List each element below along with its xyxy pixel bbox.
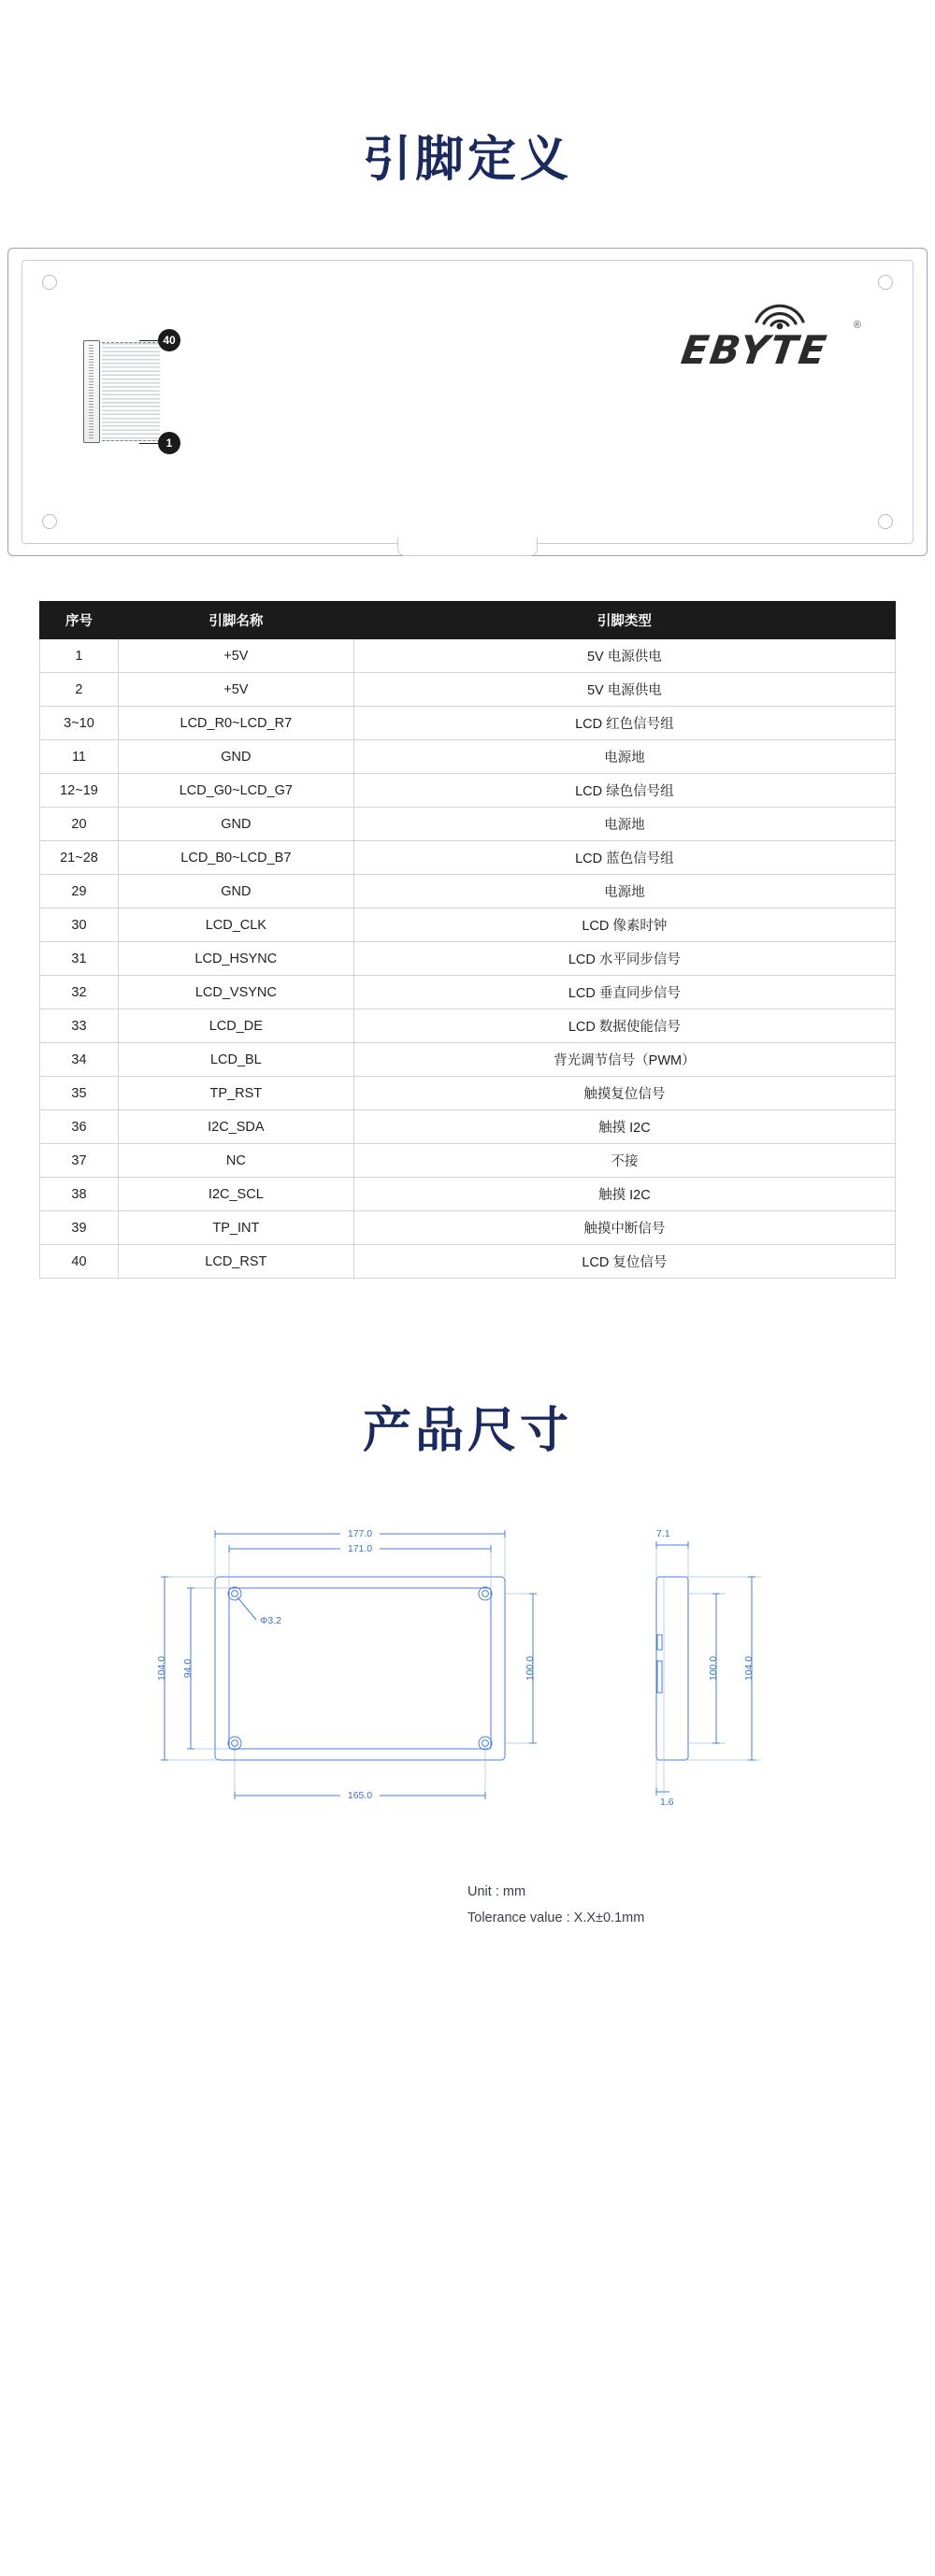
pin1-leader-line [139, 443, 160, 444]
pin-index-cell: 39 [40, 1211, 119, 1245]
table-row [40, 740, 896, 774]
pin-name-cell: LCD_BL [118, 1043, 353, 1077]
mounting-hole-top-left [42, 275, 57, 290]
pin-name-cell: LCD_B0~LCD_B7 [118, 841, 353, 875]
fpc-connector [83, 340, 100, 443]
pin-name-cell: LCD_CLK [118, 909, 353, 942]
pin-index-cell: 2 [40, 673, 119, 707]
ribbon-cable [102, 342, 160, 441]
pin-index-cell: 29 [40, 875, 119, 909]
dim-label-side-height-inner: 100.0 [708, 1655, 719, 1682]
table-row [40, 1178, 896, 1211]
pin-type-cell: LCD 像素时钟 [353, 909, 895, 942]
dim-label-height-inner: 94.0 [182, 1658, 194, 1679]
document-page [0, 120, 935, 1931]
pin-type-cell: 5V 电源供电 [353, 639, 895, 673]
table-header-row [40, 602, 896, 639]
table-body [40, 639, 896, 1279]
pin-name-cell: GND [118, 875, 353, 909]
pin-name-cell: +5V [118, 639, 353, 673]
pin-type-cell: 背光调节信号（PWM） [353, 1043, 895, 1077]
ebyte-logo [678, 292, 861, 373]
pin-type-cell: 触摸 I2C [353, 1110, 895, 1144]
pin-type-cell: LCD 垂直同步信号 [353, 976, 895, 1009]
pin-name-cell: LCD_R0~LCD_R7 [118, 707, 353, 740]
dimension-svg [140, 1504, 795, 1840]
pin-type-cell: LCD 水平同步信号 [353, 942, 895, 976]
pin-index-cell: 36 [40, 1110, 119, 1144]
mounting-hole-bottom-left [42, 514, 57, 529]
table-row [40, 707, 896, 740]
table-row [40, 841, 896, 875]
board-bottom-notch [397, 537, 538, 556]
pin-type-cell: 触摸中断信号 [353, 1211, 895, 1245]
pin-index-cell: 40 [40, 1245, 119, 1279]
board-illustration [7, 248, 928, 556]
pin-index-cell: 1 [40, 639, 119, 673]
pin-definition-table [39, 601, 896, 1279]
table-row [40, 639, 896, 673]
pin-index-cell: 20 [40, 808, 119, 841]
pin-type-cell: LCD 红色信号组 [353, 707, 895, 740]
table-row [40, 808, 896, 841]
ebyte-brand-text: EBYTE [678, 327, 831, 373]
dim-label-hole-diameter: Φ3.2 [260, 1615, 281, 1626]
pin-type-cell: LCD 复位信号 [353, 1245, 895, 1279]
unit-note: Unit : mm [468, 1884, 526, 1899]
dim-label-side-height-outer: 104.0 [743, 1655, 755, 1682]
dimension-drawing [0, 1504, 935, 1859]
pin-index-cell: 34 [40, 1043, 119, 1077]
pin-index-cell: 12~19 [40, 774, 119, 808]
registered-trademark-icon: ® [853, 320, 861, 331]
dim-label-side-thickness-top: 7.1 [656, 1528, 670, 1539]
board-outline [7, 248, 928, 556]
dim-label-side-thickness-bottom: 1.6 [660, 1796, 674, 1808]
dim-label-height-outer: 104.0 [156, 1655, 167, 1682]
mounting-hole-bottom-right [878, 514, 893, 529]
table-row [40, 942, 896, 976]
pin-name-cell: LCD_G0~LCD_G7 [118, 774, 353, 808]
dim-label-width-inner: 171.0 [347, 1543, 373, 1554]
pin-number-1-badge: 1 [158, 432, 180, 454]
pin-index-cell: 30 [40, 909, 119, 942]
pin-name-cell: GND [118, 808, 353, 841]
mounting-hole-top-right [878, 275, 893, 290]
pin-type-cell: LCD 数据使能信号 [353, 1009, 895, 1043]
pin-index-cell: 31 [40, 942, 119, 976]
pin-name-cell: I2C_SDA [118, 1110, 353, 1144]
pin-name-cell: +5V [118, 673, 353, 707]
table-row [40, 1211, 896, 1245]
pin-type-cell: 触摸 I2C [353, 1178, 895, 1211]
table-row [40, 1110, 896, 1144]
pin-index-cell: 11 [40, 740, 119, 774]
pin-name-cell: LCD_DE [118, 1009, 353, 1043]
pin-index-cell: 32 [40, 976, 119, 1009]
wifi-signal-icon [747, 292, 813, 331]
pin-number-40-badge: 40 [158, 329, 180, 351]
pin-name-cell: I2C_SCL [118, 1178, 353, 1211]
dimension-notes [271, 1880, 664, 1931]
tolerance-note: Tolerance value : X.X±0.1mm [468, 1910, 645, 1925]
table-row [40, 1245, 896, 1279]
dim-label-width-outer: 177.0 [347, 1528, 373, 1539]
column-header-name: 引脚名称 [118, 602, 353, 639]
pin-definition-title: 引脚定义 [362, 132, 572, 188]
table-row [40, 1144, 896, 1178]
column-header-type: 引脚类型 [353, 602, 895, 639]
pin-index-cell: 3~10 [40, 707, 119, 740]
table-row [40, 1009, 896, 1043]
pin-type-cell: LCD 绿色信号组 [353, 774, 895, 808]
pin-type-cell: LCD 蓝色信号组 [353, 841, 895, 875]
pin-name-cell: LCD_VSYNC [118, 976, 353, 1009]
pin-index-cell: 35 [40, 1077, 119, 1110]
table-row [40, 909, 896, 942]
pin-name-cell: GND [118, 740, 353, 774]
pin-name-cell: TP_INT [118, 1211, 353, 1245]
pin-index-cell: 21~28 [40, 841, 119, 875]
product-dimension-title: 产品尺寸 [362, 1403, 572, 1459]
table-row [40, 976, 896, 1009]
column-header-index: 序号 [40, 602, 119, 639]
table-row [40, 774, 896, 808]
table-row [40, 673, 896, 707]
dim-label-width-bottom: 165.0 [347, 1790, 373, 1801]
pin-type-cell: 5V 电源供电 [353, 673, 895, 707]
pin-type-cell: 电源地 [353, 875, 895, 909]
pin-name-cell: LCD_HSYNC [118, 942, 353, 976]
table-row [40, 1077, 896, 1110]
pin-index-cell: 37 [40, 1144, 119, 1178]
pin-type-cell: 电源地 [353, 808, 895, 841]
pin-type-cell: 电源地 [353, 740, 895, 774]
table-row [40, 875, 896, 909]
pin-name-cell: LCD_RST [118, 1245, 353, 1279]
pin-name-cell: NC [118, 1144, 353, 1178]
pin-index-cell: 33 [40, 1009, 119, 1043]
pin40-leader-line [139, 340, 160, 341]
pin-name-cell: TP_RST [118, 1077, 353, 1110]
dim-label-height-right: 100.0 [525, 1655, 536, 1682]
pin-index-cell: 38 [40, 1178, 119, 1211]
pin-type-cell: 不接 [353, 1144, 895, 1178]
table-row [40, 1043, 896, 1077]
pin-type-cell: 触摸复位信号 [353, 1077, 895, 1110]
